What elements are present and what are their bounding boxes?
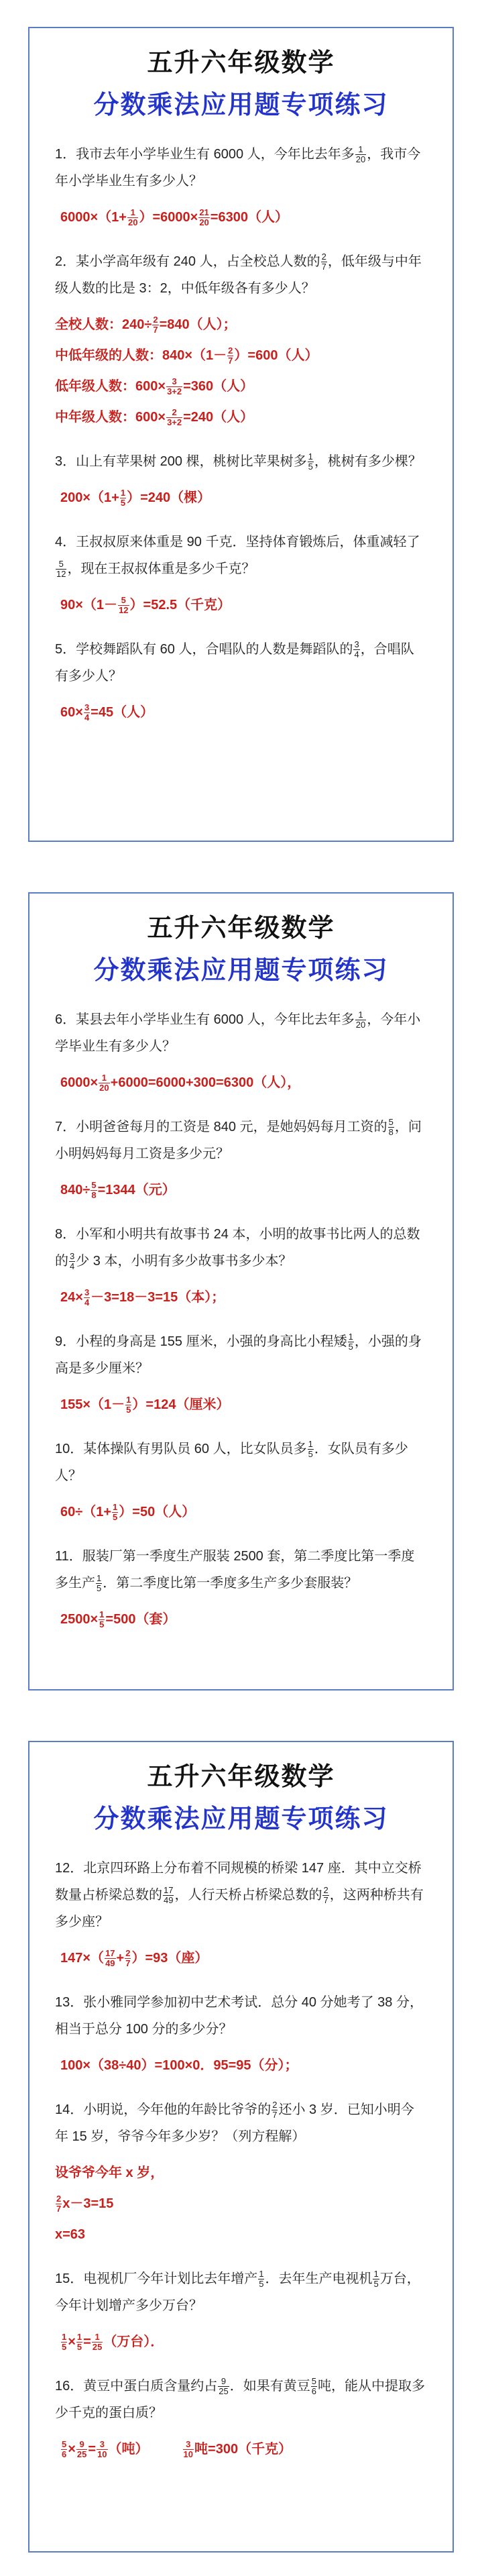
text-run: 设爷爷今年 x 岁， <box>55 2165 164 2180</box>
text-run: （吨） <box>108 2442 182 2457</box>
text-run: 少 3 本，小明有多少故事书多少本？ <box>76 1254 292 1269</box>
fraction-numerator: 5 <box>311 2376 316 2387</box>
fraction-denominator: 4 <box>84 1297 90 1308</box>
problem-answer <box>60 2436 427 2463</box>
text-run: ）=600（人） <box>234 348 318 363</box>
text-run: 11．服装厂第一季度生产服装 2500 套，第二季度比第一季度多生产 <box>55 1549 415 1591</box>
fraction-numerator: 21 <box>199 207 209 218</box>
problem-answer <box>60 1069 427 1096</box>
fraction <box>321 252 327 272</box>
text-run: =6300（人） <box>210 210 288 225</box>
fraction-numerator: 17 <box>164 1885 174 1896</box>
fraction-numerator: 1 <box>373 2269 379 2279</box>
text-run: ）=52.5（千克） <box>129 598 231 612</box>
fraction <box>76 2440 87 2459</box>
problem-question <box>55 1328 427 1382</box>
problem-answer <box>55 2159 427 2186</box>
text-run: × <box>68 2334 76 2349</box>
text-run: 中低年级的人数：840×（1－ <box>55 348 227 363</box>
fraction-numerator: 1 <box>259 2269 264 2279</box>
fraction-denominator: 5 <box>113 1512 118 1523</box>
text-run: ，我市今年小学毕业生有多少人？ <box>55 147 421 189</box>
fraction-denominator: 20 <box>355 1020 366 1030</box>
text-run: 6．某县去年小学毕业生有 6000 人，今年比去年多 <box>55 1012 355 1027</box>
fraction <box>92 2332 103 2352</box>
problem-list <box>55 141 427 726</box>
text-run: ．女队员有多少人？ <box>55 1442 408 1483</box>
fraction <box>76 2332 82 2352</box>
text-run: ．第二季度比第一季度多生产多少套服装？ <box>103 1576 358 1591</box>
fraction-denominator: 7 <box>125 1958 131 1969</box>
fraction <box>120 488 126 508</box>
fraction-numerator: 1 <box>113 1502 118 1513</box>
problem-question <box>55 248 427 302</box>
text-run: ．如果有黄豆 <box>229 2379 310 2394</box>
fraction-denominator: 49 <box>164 1895 174 1906</box>
fraction <box>125 1949 131 1968</box>
problem-answer <box>60 699 427 726</box>
text-run: =840（人）； <box>159 317 237 332</box>
text-run: 3．山上有苹果树 200 棵，桃树比苹果树多 <box>55 454 307 469</box>
fraction-denominator: 5 <box>308 462 313 472</box>
fraction <box>127 208 138 227</box>
fraction-numerator: 3 <box>354 639 359 650</box>
text-run: 60× <box>60 705 83 720</box>
fraction-numerator: 1 <box>308 451 313 462</box>
text-run: （万台）． <box>103 2334 164 2349</box>
fraction <box>227 346 233 366</box>
text-run: ，问小明妈妈每月工资是多少元？ <box>55 1120 422 1161</box>
fraction-denominator: 20 <box>127 217 138 228</box>
fraction <box>308 1440 314 1459</box>
problem-question <box>55 141 427 195</box>
fraction-numerator: 1 <box>62 2332 67 2343</box>
fraction-denominator: 4 <box>84 712 90 723</box>
text-run: = <box>83 2334 91 2349</box>
fraction-numerator: 3 <box>166 377 182 387</box>
fraction-numerator: 5 <box>388 1117 394 1128</box>
fraction-numerator: 3 <box>70 1251 75 1262</box>
fraction-numerator: 5 <box>118 596 129 606</box>
fraction-numerator: 1 <box>97 1573 102 1584</box>
fraction-numerator: 3 <box>84 1287 90 1298</box>
text-run: －3=18－3=15（本）； <box>91 1290 225 1305</box>
text-run: 15．电视机厂今年计划比去年增产 <box>55 2271 258 2286</box>
fraction <box>218 2377 229 2396</box>
text-run: ，合唱队有多少人？ <box>55 642 414 684</box>
text-run: 8．小军和小明共有故事书 24 本，小明的故事书比两人的总数的 <box>55 1227 420 1269</box>
worksheet-subtitle: 分数乘法应用题专项练习 <box>93 957 389 985</box>
problem-answer <box>60 484 427 511</box>
fraction-numerator: 3 <box>183 2440 194 2450</box>
text-run: =45（人） <box>91 705 154 720</box>
fraction-numerator: 2 <box>166 408 182 418</box>
text-run: 155×（1－ <box>60 1397 125 1412</box>
fraction-numerator: 2 <box>125 1948 131 1959</box>
text-run: 万台，今年计划增产多少万台？ <box>55 2271 420 2313</box>
fraction <box>56 559 66 579</box>
text-run: 60÷（1+ <box>60 1505 112 1519</box>
fraction-denominator: 7 <box>323 1895 328 1906</box>
problem-answer <box>60 1391 427 1418</box>
problem-answer <box>55 373 427 400</box>
fraction <box>166 377 182 396</box>
fraction-denominator: 10 <box>183 2449 194 2460</box>
text-run: +6000=6000+300=6300（人）， <box>110 1075 301 1090</box>
text-run: ）=240（棵） <box>127 490 211 505</box>
fraction <box>272 2100 278 2120</box>
fraction <box>69 1252 75 1271</box>
text-run: 13．张小雅同学参加初中艺术考试．总分 40 分她考了 38 分，相当于总分 100 分的多少分？ <box>55 1995 423 2037</box>
fraction <box>99 1610 105 1629</box>
fraction-denominator: 5 <box>120 498 126 508</box>
text-run: ，小强的身高是多少厘米？ <box>55 1334 422 1376</box>
text-run: 中年级人数：600× <box>55 410 166 425</box>
fraction <box>198 208 209 227</box>
text-run: ，今年小学毕业生有多少人？ <box>55 1012 421 1054</box>
fraction-numerator: 1 <box>99 1609 105 1620</box>
problem-answer <box>60 592 427 619</box>
fraction <box>99 1073 109 1093</box>
fraction-numerator: 1 <box>355 1010 366 1020</box>
problem-answer <box>55 2190 427 2217</box>
fraction-numerator: 1 <box>127 208 138 218</box>
fraction-numerator: 1 <box>76 2332 82 2343</box>
fraction-denominator: 7 <box>56 2204 62 2214</box>
text-run: 4．王叔叔原来体重是 90 千克．坚持体育锻炼后，体重减轻了 <box>55 535 420 549</box>
fraction-denominator: 25 <box>92 2342 103 2353</box>
worksheet-subtitle: 分数乘法应用题专项练习 <box>93 1805 389 1833</box>
text-run: =240（人） <box>183 410 254 425</box>
text-run: x=63 <box>55 2227 86 2242</box>
fraction <box>112 1503 118 1522</box>
fraction-denominator: 7 <box>321 262 326 272</box>
text-run: 14．小明说，今年他的年龄比爷爷的 <box>55 2102 272 2117</box>
text-run: 100×（38÷40）=100×0．95=95（分）； <box>60 2058 298 2073</box>
text-run: ，人行天桥占桥梁总数的 <box>174 1888 322 1902</box>
problem-question <box>55 1114 427 1167</box>
text-run: ）=6000× <box>139 210 198 225</box>
fraction-numerator: 1 <box>99 1073 109 1083</box>
problem-answer <box>55 342 427 369</box>
fraction <box>84 703 90 722</box>
fraction-numerator: 3 <box>97 2440 107 2450</box>
text-run: 还小 3 岁．已知小明今年 15 岁，爷爷今年多少岁？（列方程解） <box>55 2102 414 2144</box>
text-run: ．去年生产电视机 <box>265 2271 373 2286</box>
text-run: 9．小程的身高是 155 厘米，小强的身高比小程矮 <box>55 1334 347 1349</box>
fraction-numerator: 2 <box>153 315 158 325</box>
text-run: + <box>116 1951 125 1966</box>
text-run: 6000×（1+ <box>60 210 127 225</box>
text-run: 16．黄豆中蛋白质含量约占 <box>55 2379 218 2394</box>
worksheet-card-2 <box>28 892 454 1690</box>
fraction-denominator: 5 <box>373 2279 379 2290</box>
text-run: 200×（1+ <box>60 490 119 505</box>
problem-answer <box>60 1945 427 1972</box>
text-run: =500（套） <box>105 1612 176 1627</box>
fraction-denominator: 5 <box>126 1405 131 1415</box>
text-run: ，低年级与中年级人数的比是 3：2，中低年级各有多少人？ <box>55 254 422 296</box>
problem-question <box>55 529 427 582</box>
worksheet-card-3 <box>28 1741 454 2553</box>
fraction <box>125 1395 131 1415</box>
problem-answer <box>60 1499 427 1525</box>
fraction-numerator: 1 <box>126 1395 131 1405</box>
text-run: ，这两种桥共有多少座？ <box>55 1888 424 1929</box>
problem-answer <box>55 2221 427 2248</box>
fraction-denominator: 4 <box>354 649 359 660</box>
fraction-numerator: 1 <box>92 2332 103 2343</box>
fraction-denominator: 5 <box>97 1583 102 1594</box>
fraction-denominator: 20 <box>199 217 209 228</box>
problem-list <box>55 1855 427 2463</box>
fraction-denominator: 7 <box>228 356 233 366</box>
text-run: =360（人） <box>183 379 254 394</box>
problem-question <box>55 636 427 690</box>
fraction-numerator: 9 <box>218 2377 229 2387</box>
fraction-numerator: 1 <box>355 145 366 155</box>
problem-question <box>55 448 427 475</box>
fraction <box>373 2269 379 2289</box>
fraction-denominator: 3+2 <box>167 386 182 397</box>
fraction-numerator: 2 <box>56 2194 62 2204</box>
fraction-denominator: 8 <box>91 1190 97 1201</box>
fraction-denominator: 20 <box>99 1083 109 1093</box>
problem-answer <box>60 204 427 231</box>
fraction-denominator: 4 <box>70 1261 75 1272</box>
fraction <box>97 2440 107 2459</box>
problem-list <box>55 1006 427 1633</box>
fraction-numerator: 17 <box>105 1948 115 1959</box>
fraction-numerator: 2 <box>323 1885 328 1896</box>
fraction <box>183 2440 194 2459</box>
text-run: 低年级人数：600× <box>55 379 166 394</box>
fraction-numerator: 5 <box>91 1180 97 1191</box>
fraction-denominator: 25 <box>219 2386 229 2397</box>
fraction-numerator: 3 <box>84 702 90 713</box>
fraction-denominator: 49 <box>105 1958 115 1969</box>
problem-question <box>55 2096 427 2150</box>
text-run: 5．学校舞蹈队有 60 人，合唱队的人数是舞蹈队的 <box>55 642 353 657</box>
fraction-denominator: 12 <box>56 569 66 580</box>
fraction-numerator: 2 <box>228 345 233 356</box>
text-run: 7．小明爸爸每月的工资是 840 元，是她妈妈每月工资的 <box>55 1120 387 1134</box>
problem-question <box>55 2265 427 2319</box>
fraction-denominator: 3+2 <box>167 417 182 428</box>
fraction <box>353 640 359 659</box>
fraction <box>348 1332 354 1352</box>
text-run: 1．我市去年小学毕业生有 6000 人，今年比去年多 <box>55 147 355 162</box>
text-run: ）=50（人） <box>119 1505 196 1519</box>
fraction-numerator: 2 <box>321 252 326 262</box>
fraction-numerator: 9 <box>76 2440 87 2450</box>
fraction-denominator: 10 <box>97 2449 107 2460</box>
problem-question <box>55 1006 427 1060</box>
problem-answer <box>55 404 427 431</box>
fraction <box>91 1181 97 1200</box>
problem-question <box>55 1855 427 1935</box>
fraction-numerator: 2 <box>272 2100 278 2110</box>
fraction <box>166 408 182 427</box>
text-run: ）=93（座） <box>131 1951 208 1966</box>
fraction <box>118 596 129 615</box>
problem-answer <box>55 311 427 338</box>
fraction-denominator: 7 <box>153 325 158 335</box>
text-run: 12．北京四环路上分布着不同规模的桥梁 147 座．其中立交桥数量占桥梁总数的 <box>55 1861 422 1902</box>
text-run: ，桃树有多少棵？ <box>314 454 422 469</box>
text-run: =1344（元） <box>97 1183 176 1197</box>
fraction <box>308 452 314 472</box>
fraction-denominator: 25 <box>76 2449 87 2460</box>
fraction-denominator: 5 <box>62 2342 67 2353</box>
fraction <box>163 1886 174 1905</box>
text-run: x－3=15 <box>62 2196 114 2211</box>
problem-answer <box>60 1177 427 1203</box>
problem-question <box>55 1543 427 1597</box>
fraction <box>56 2194 62 2214</box>
fraction-numerator: 1 <box>348 1332 353 1342</box>
text-run: ，现在王叔叔体重是多少千克？ <box>67 561 255 576</box>
problem-answer <box>60 2328 427 2355</box>
problem-question <box>55 1221 427 1275</box>
fraction-denominator: 6 <box>311 2386 316 2397</box>
text-run: 6000× <box>60 1075 99 1090</box>
fraction <box>96 1574 102 1593</box>
fraction <box>61 2440 67 2459</box>
fraction-denominator: 5 <box>308 1449 313 1460</box>
fraction-numerator: 1 <box>308 1439 313 1450</box>
fraction-numerator: 1 <box>120 488 126 498</box>
text-run: 147×（ <box>60 1951 105 1966</box>
text-run: 2．某小学高年级有 240 人，占全校总人数的 <box>55 254 320 269</box>
text-run: 2500× <box>60 1612 99 1627</box>
problem-question <box>55 1989 427 2043</box>
fraction <box>322 1886 328 1905</box>
fraction <box>355 145 366 164</box>
problem-question <box>55 2373 427 2426</box>
fraction <box>388 1118 394 1137</box>
fraction-denominator: 20 <box>355 154 366 165</box>
fraction <box>61 2332 67 2352</box>
text-run: 吨，能从中提取多少千克的蛋白质？ <box>55 2379 425 2420</box>
fraction-denominator: 5 <box>348 1342 353 1352</box>
fraction-numerator: 5 <box>62 2439 67 2450</box>
fraction <box>152 315 158 335</box>
text-run: 24× <box>60 1290 83 1305</box>
worksheet-title: 五升六年级数学 <box>147 1763 335 1791</box>
fraction-denominator: 5 <box>99 1619 105 1630</box>
text-run: = <box>88 2442 97 2457</box>
problem-answer <box>60 2052 427 2079</box>
fraction <box>105 1949 115 1968</box>
text-run: 840÷ <box>60 1183 91 1197</box>
problem-question <box>55 1436 427 1489</box>
fraction-numerator: 5 <box>56 559 66 570</box>
fraction-denominator: 8 <box>388 1127 394 1138</box>
text-run: × <box>68 2442 76 2457</box>
fraction-denominator: 5 <box>76 2342 82 2353</box>
fraction-denominator: 12 <box>119 605 129 616</box>
text-run: 90×（1－ <box>60 598 118 612</box>
text-run: 全校人数：240÷ <box>55 317 152 332</box>
fraction-denominator: 6 <box>62 2449 67 2460</box>
text-run: 10．某体操队有男队员 60 人，比女队员多 <box>55 1442 307 1456</box>
problem-answer <box>60 1284 427 1311</box>
fraction-denominator: 5 <box>259 2279 264 2290</box>
worksheet-title: 五升六年级数学 <box>147 49 335 77</box>
worksheet-subtitle: 分数乘法应用题专项练习 <box>93 91 389 119</box>
worksheet-title: 五升六年级数学 <box>147 914 335 943</box>
fraction <box>355 1010 366 1030</box>
fraction <box>258 2269 264 2289</box>
problem-answer <box>60 1606 427 1633</box>
fraction <box>311 2377 317 2396</box>
worksheet-card-1 <box>28 27 454 842</box>
text-run: 吨=300（千克） <box>194 2442 292 2457</box>
fraction <box>84 1288 90 1307</box>
text-run: ）=124（厘米） <box>132 1397 230 1412</box>
fraction-denominator: 7 <box>272 2110 278 2121</box>
